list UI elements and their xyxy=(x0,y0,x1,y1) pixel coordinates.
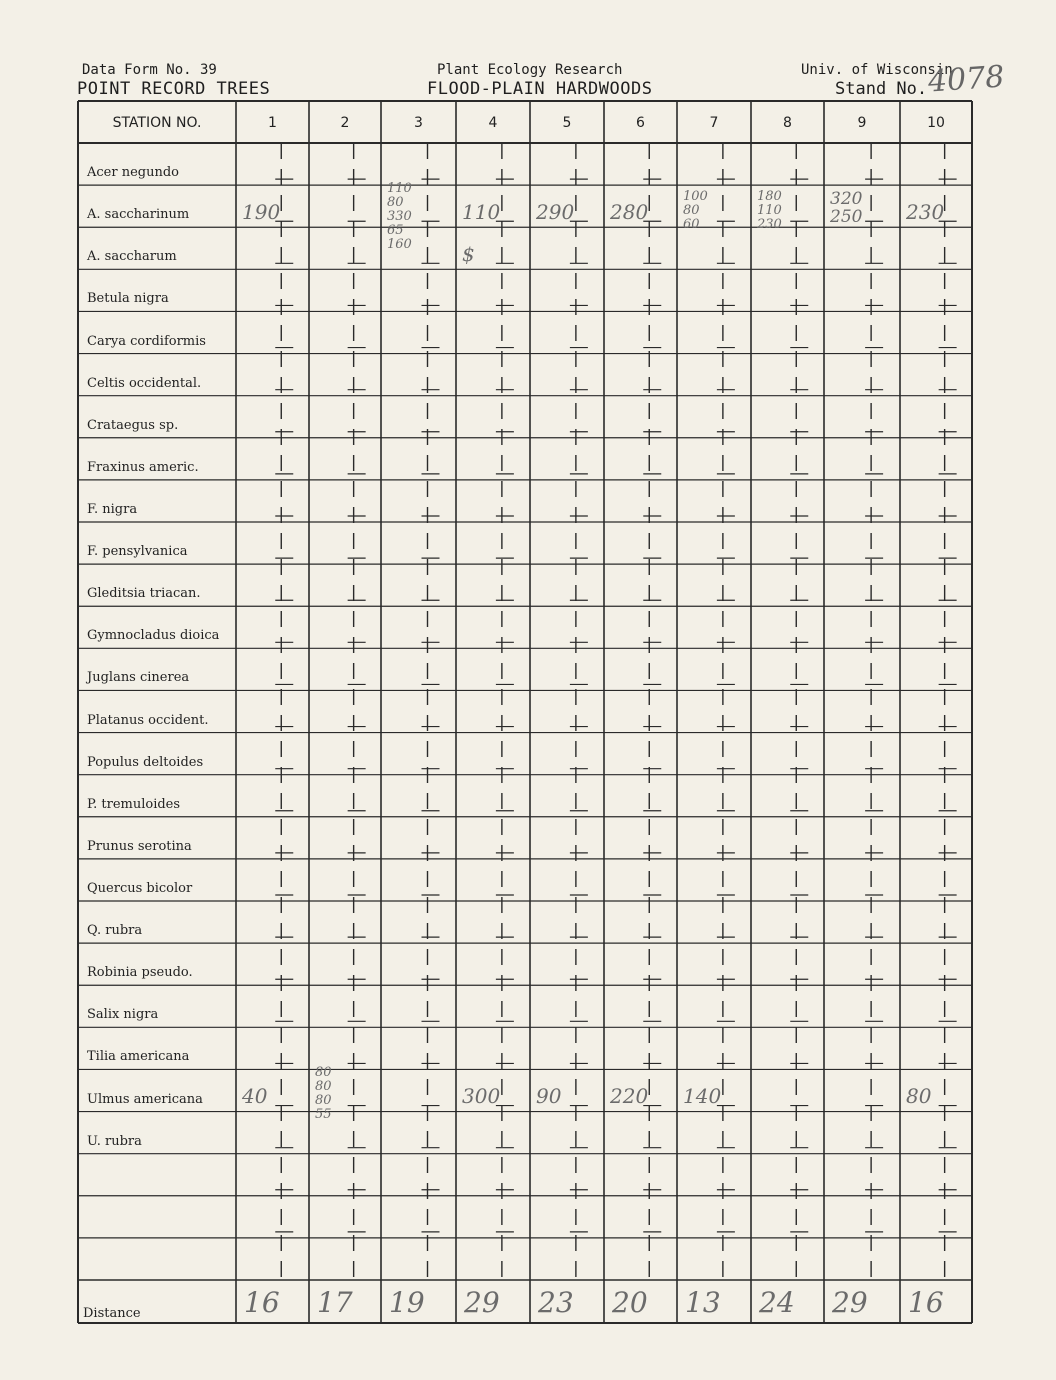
tree-diameter: 40 xyxy=(242,1084,268,1109)
tree-diameter: 110 xyxy=(757,203,782,219)
tree-diameter: 55 xyxy=(315,1107,332,1123)
species-name: Ulmus americana xyxy=(87,1091,203,1107)
distance-value: 13 xyxy=(685,1286,721,1319)
species-name: Carya cordiformis xyxy=(87,333,206,349)
species-name: F. nigra xyxy=(87,502,138,517)
species-name: P. tremuloides xyxy=(87,796,181,812)
distance-label: Distance xyxy=(83,1306,141,1321)
tree-diameter: 230 xyxy=(757,217,782,233)
species-name: Acer negundo xyxy=(87,165,179,181)
station-number: 4 xyxy=(488,115,498,131)
tree-diameter: 280 xyxy=(610,199,649,224)
tree-diameter: 110 xyxy=(462,199,501,224)
species-name: Robinia pseudo. xyxy=(87,965,193,981)
tree-diameter: $ xyxy=(462,241,475,266)
tree-diameter: 290 xyxy=(536,199,575,224)
station-number: 7 xyxy=(709,115,719,131)
species-name: Prunus serotina xyxy=(87,838,192,854)
university: Univ. of Wisconsin xyxy=(801,62,953,78)
species-name: A. saccharum xyxy=(87,249,177,265)
species-name: Gleditsia triacan. xyxy=(87,586,201,602)
station-number: 3 xyxy=(414,115,423,131)
tree-diameter: 100 xyxy=(683,189,708,205)
species-name: A. saccharinum xyxy=(87,207,190,223)
species-name: Salix nigra xyxy=(87,1007,159,1023)
tree-diameter: 320 xyxy=(830,189,863,210)
station-number: 2 xyxy=(340,115,350,131)
tree-diameter: 250 xyxy=(830,207,863,228)
distance-value: 16 xyxy=(244,1286,280,1319)
species-name: Betula nigra xyxy=(87,291,169,307)
tree-diameter: 230 xyxy=(906,199,945,224)
species-name: U. rubra xyxy=(87,1133,142,1149)
distance-value: 17 xyxy=(317,1286,353,1319)
tree-diameter: 140 xyxy=(683,1084,722,1109)
species-name: Fraxinus americ. xyxy=(87,459,199,475)
species-name: Quercus bicolor xyxy=(87,881,193,896)
tree-diameter: 180 xyxy=(757,189,782,205)
station-label: STATION NO. xyxy=(112,115,202,131)
stand-label: Stand No. xyxy=(835,79,928,99)
tree-diameter: 160 xyxy=(387,237,412,253)
species-name: Populus deltoides xyxy=(87,754,204,770)
organization: Plant Ecology Research xyxy=(437,62,623,78)
species-name: F. pensylvanica xyxy=(87,544,188,560)
distance-value: 16 xyxy=(908,1286,944,1319)
tree-diameter: 80 xyxy=(683,203,700,219)
distance-value: 29 xyxy=(464,1286,500,1319)
species-name: Platanus occident. xyxy=(87,712,209,728)
tree-diameter: 90 xyxy=(536,1084,562,1109)
stand-number: 4078 xyxy=(926,59,1006,100)
distance-value: 23 xyxy=(538,1286,574,1319)
station-number: 8 xyxy=(783,115,792,131)
tree-diameter: 80 xyxy=(315,1093,332,1109)
tree-diameter: 190 xyxy=(242,199,281,224)
species-name: Celtis occidental. xyxy=(87,375,202,391)
distance-value: 20 xyxy=(612,1286,648,1319)
station-number: 9 xyxy=(857,115,867,131)
tree-diameter: 220 xyxy=(610,1084,649,1109)
tree-diameter: 80 xyxy=(906,1084,932,1109)
form-number: Data Form No. 39 xyxy=(82,62,217,78)
tree-diameter: 80 xyxy=(387,195,404,211)
tree-diameter: 300 xyxy=(462,1084,501,1109)
form-subject: FLOOD-PLAIN HARDWOODS xyxy=(427,79,653,99)
form-title: POINT RECORD TREES xyxy=(77,79,271,99)
tree-diameter: 65 xyxy=(387,223,404,239)
species-name: Juglans cinerea xyxy=(87,670,190,686)
station-number: 6 xyxy=(636,115,645,131)
species-name: Crataegus sp. xyxy=(87,417,179,433)
tree-diameter: 80 xyxy=(315,1079,332,1095)
species-name: Tilia americana xyxy=(87,1049,190,1065)
tree-diameter: 80 xyxy=(315,1065,332,1081)
station-number: 10 xyxy=(927,115,945,131)
distance-value: 29 xyxy=(832,1286,868,1319)
tree-diameter: 60 xyxy=(683,217,700,233)
station-number: 1 xyxy=(268,115,277,131)
tree-diameter: 110 xyxy=(387,181,412,197)
species-name: Gymnocladus dioica xyxy=(87,628,220,644)
station-number: 5 xyxy=(562,115,572,131)
species-name: Q. rubra xyxy=(87,923,143,939)
tree-diameter: 330 xyxy=(387,209,412,225)
distance-value: 24 xyxy=(759,1286,795,1319)
distance-value: 19 xyxy=(389,1286,425,1319)
